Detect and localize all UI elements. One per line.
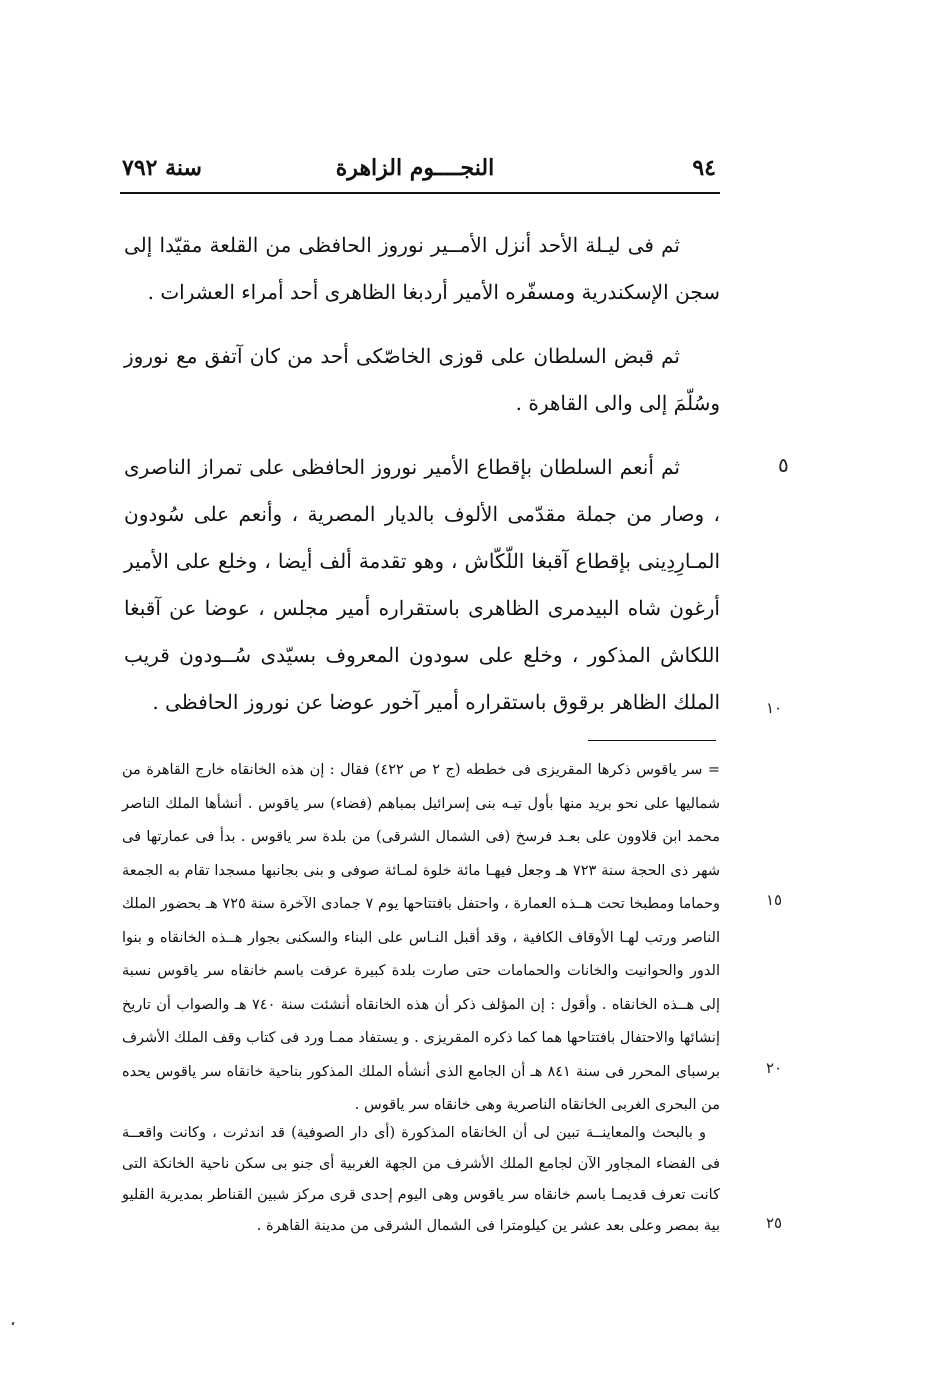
paragraph-text: ثم قبض السلطان على قوزى الخاصّكى أحد من كان آتفق مع نوروز وسُلّمَ إلى والى القاهرة . [124, 344, 720, 415]
header-rule [120, 192, 720, 194]
paragraph-3 [124, 444, 720, 726]
footnote-text: = سر ياقوس ذكرها المقريزى فى خططه (ج ٢ ص ٤٢٢) فقال : إن هذه الخانقاه خارج القاهرة من شماليها على نحو بريد منها بأول تيـه بنى إسرائيل بمباهم (فضاء) سر ياقوس . أنشأها الملك الناصر محمد ابن قلاوون على بعـد فرسخ (فى الشمال الشرقى) من بلدة سر ياقوس . بدأ فى عمارتها فى شهر ذى الحجة سنة ٧٢٣ هـ وجعل فيهـا مائة خلوة لمـائة صوفى و بنى بجانبها مسجدا تقام به الجمعة وحماما ومطبخا تحت هــذه العمارة ، واحتفل بافتتاحها يوم ٧ جمادى الآخرة سنة ٧٢٥ هـ بحضور الملك الناصر ورتب لهـا الأوقاف الكافية ، وقد أقبل النـاس على البناء والسكنى بجوار هــذه الخانقاه و بنوا الدور والحوانيت والخانات والحمامات حتى صارت بلدة كبيرة عرفت باسم خانقاه سر ياقوس نسبة إلى هــذه الخانقاه . وأقول : إن المؤلف ذكر أن هذه الخانقاه أنشئت سنة ٧٤٠ هـ والصواب أن تاريخ إنشائها والاحتفال بافتتاحها هما كما ذكره المقريزى . و يستفاد ممـا ورد فى كتاب وقف الملك الأشرف برسباى المحرر فى سنة ٨٤١ هـ أن الجامع الذى أنشأه الملك المذكور بناحية خانقاه سر ياقوس يحده من البحرى الغربى الخانقاه الناصرية وهى خانقاه سر ياقوس . [122, 762, 720, 1113]
paragraph-text: ثم فى ليـلة الأحد أنزل الأمــير نوروز الحافظى من القلعة مقيّدا إلى سجن الإسكندرية ومسفّره الأمير أردبغا الظاهرى أحد أمراء العشرات . [124, 233, 720, 304]
footnote-rule [588, 740, 716, 741]
scan-speck [12, 1322, 15, 1326]
paragraph-text: ثم أنعم السلطان بإقطاع الأمير نوروز الحافظى على تمراز الناصرى ، وصار من جملة مقدّمى الألوف بالديار المصرية ، وأنعم على سُودون المـارِدِينى بإقطاع آقبغا اللّكّاش ، وهو تقدمة ألف أيضا ، وخلع على الأمير أرغون شاه البيدمرى الظاهرى باستقراره أمير مجلس ، عوضا عن آقبغا اللكاش المذكور ، وخلع على سودون المعروف بسيّدى سُــودون قريب الملك الظاهر برقوق باستقراره أمير آخور عوضا عن نوروز الحافظى . [124, 455, 721, 714]
page-number: ٩٤ [692, 155, 716, 181]
line-marker-5: ٥ [778, 453, 789, 477]
header-year: سنة ٧٩٢ [122, 155, 202, 181]
footnote-1 [122, 754, 720, 1123]
line-marker-20: ٢٠ [766, 1059, 783, 1077]
paragraph-1 [124, 222, 720, 316]
running-header [118, 150, 720, 190]
line-marker-25: ٢٥ [766, 1214, 783, 1232]
footnote-2 [122, 1118, 720, 1242]
running-title: النجــــوم الزاهرة [335, 155, 495, 181]
line-marker-10: ١٠ [766, 699, 783, 717]
paragraph-2 [124, 333, 720, 427]
footnote-text: و بالبحث والمعاينــة تبين لى أن الخانقاه المذكورة (أى دار الصوفية) قد اندثرت ، وكانت واقعــة فى الفضاء المجاور الآن لجامع الملك الأشرف من الجهة الغربية أى جنو بى سكن ناحية الخانكة التى كانت تعرف قديمـا باسم خانقاه سر ياقوس وهى اليوم إحدى قرى مركز شبين القناطر بمديرية القليو بية بمصر وعلى بعد عشر ين كيلومترا فى الشمال الشرقى من مدينة القاهرة . [122, 1125, 720, 1234]
line-marker-15: ١٥ [766, 891, 783, 909]
